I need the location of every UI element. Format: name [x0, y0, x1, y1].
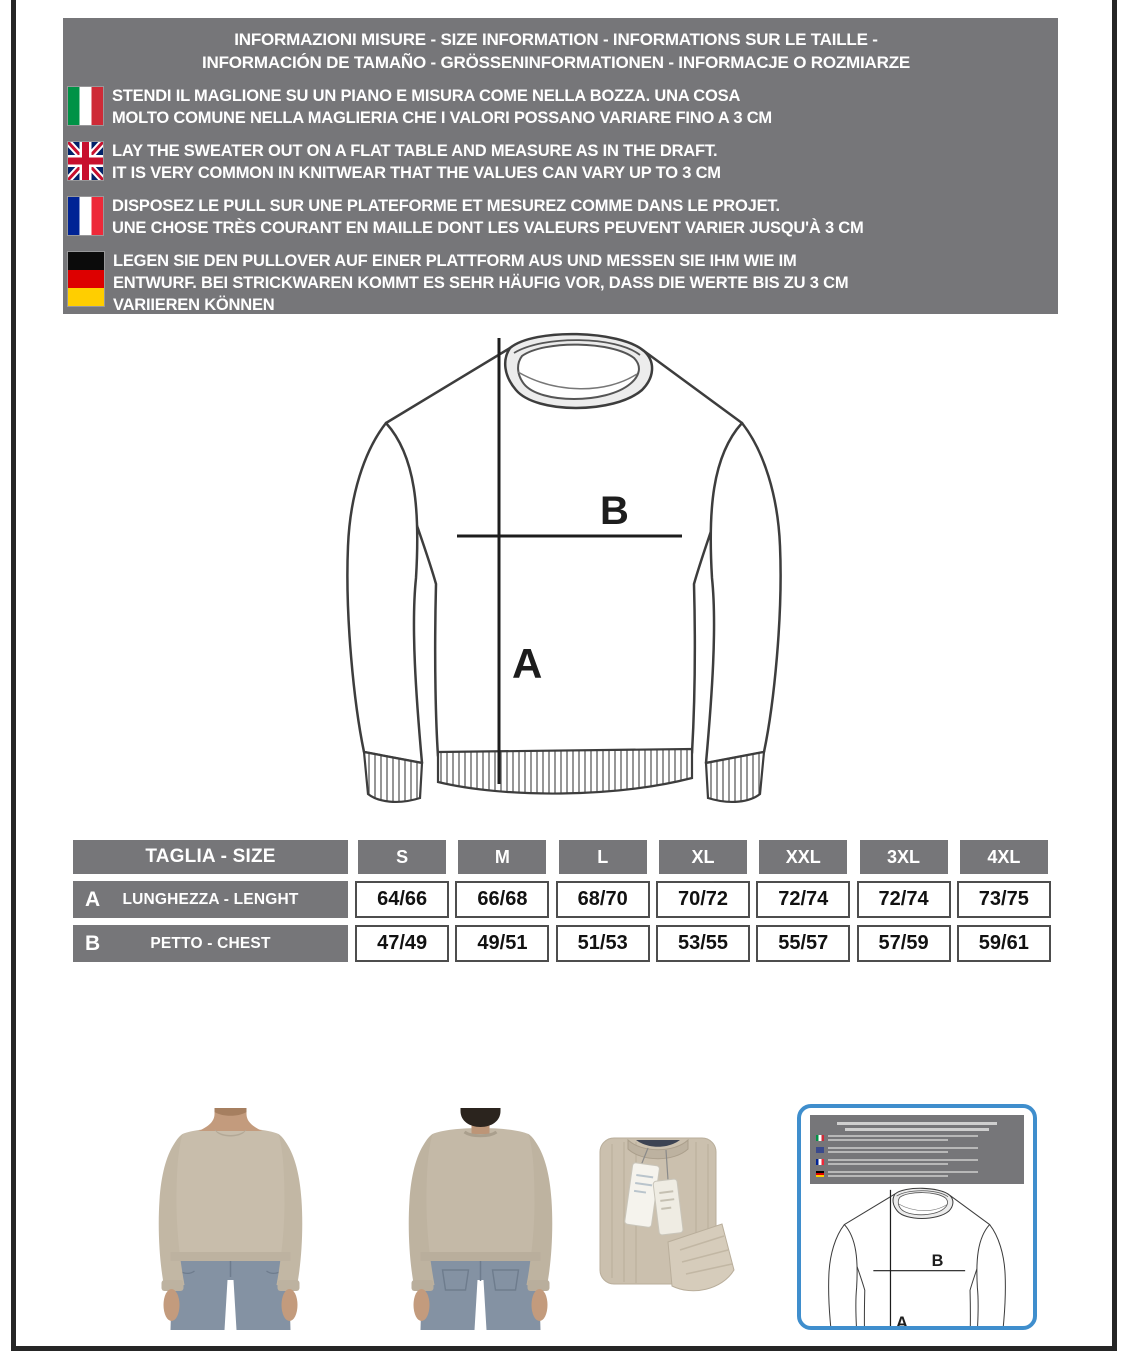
instruction-english [66, 140, 1046, 184]
length-value-xl: 70/72 [656, 881, 750, 918]
german-line-2: ENTWURF. BEI STRICKWAREN KOMMT ES SEHR HÄUFIG VOR, DASS DIE WERTE BIS ZU 3 CM [113, 274, 849, 292]
table-row-length [73, 881, 1054, 918]
chest-label-cell [73, 925, 348, 962]
chest-value-l: 51/53 [556, 925, 650, 962]
french-line-1: DISPOSEZ LE PULL SUR UNE PLATEFORME ET MESUREZ COMME DANS LE PROJET. [112, 197, 780, 215]
size-table-title: TAGLIA - SIZE [145, 846, 276, 867]
size-column-4xl: 4XL [960, 840, 1048, 874]
mini-size-info-header [810, 1115, 1024, 1184]
front-view-photo [128, 1108, 333, 1330]
size-column-s: S [358, 840, 446, 874]
chest-label: PETTO - CHEST [150, 934, 271, 952]
italian-line-1: STENDI IL MAGLIONE SU UN PIANO E MISURA COME NELLA BOZZA. UNA COSA [112, 87, 741, 105]
instruction-french [66, 195, 1046, 239]
mini-italy-flag-icon [816, 1135, 824, 1141]
english-line-1: LAY THE SWEATER OUT ON A FLAT TABLE AND MEASURE AS IN THE DRAFT. [112, 142, 718, 160]
mini-france-flag-icon [816, 1159, 824, 1165]
mini-germany-flag-icon [816, 1171, 824, 1177]
chest-value-s: 47/49 [355, 925, 449, 962]
length-value-s: 64/66 [355, 881, 449, 918]
france-flag-icon [68, 197, 103, 235]
chest-value-xl: 53/55 [656, 925, 750, 962]
length-value-l: 68/70 [556, 881, 650, 918]
german-line-1: LEGEN SIE DEN PULLOVER AUF EINER PLATTFORM AUS UND MESSEN SIE IHM WIE IM [113, 252, 797, 270]
english-line-2: IT IS VERY COMMON IN KNITWEAR THAT THE VALUES CAN VARY UP TO 3 CM [112, 164, 721, 182]
size-table-title-cell [73, 840, 348, 874]
back-view-photo [378, 1108, 583, 1330]
size-column-xxl: XXL [759, 840, 847, 874]
chest-value-4xl: 59/61 [957, 925, 1051, 962]
length-value-xxl: 72/74 [756, 881, 850, 918]
length-label: LUNGHEZZA - LENGHT [122, 890, 299, 908]
size-info-header [63, 18, 1058, 314]
italy-flag-icon [68, 87, 103, 125]
french-line-2: UNE CHOSE TRÈS COURANT EN MAILLE DONT LES VALEURS PEUVENT VARIER JUSQU'À 3 CM [112, 219, 864, 237]
size-column-xl: XL [659, 840, 747, 874]
size-column-m: M [458, 840, 546, 874]
folded-sweater-photo [576, 1122, 746, 1310]
instruction-german [66, 250, 1046, 316]
size-info-title [66, 28, 1046, 74]
row-key-b: B [85, 931, 101, 955]
title-line-1: INFORMAZIONI MISURE - SIZE INFORMATION - INFORMATIONS SUR LE TAILLE - [234, 30, 878, 49]
thumbnail-size-chart-selected[interactable] [797, 1104, 1037, 1330]
german-line-3: VARIIEREN KÖNNEN [113, 296, 275, 314]
thumbnail-folded-sweater[interactable] [576, 1122, 746, 1310]
sweater-measurement-diagram [322, 326, 806, 826]
row-key-a: A [85, 887, 101, 911]
title-line-2: INFORMACIÓN DE TAMAÑO - GRÖSSENINFORMATIONEN - INFORMACJE O ROZMIARZE [201, 53, 911, 72]
mini-uk-flag-icon [816, 1147, 824, 1153]
italian-line-2: MOLTO COMUNE NELLA MAGLIERIA CHE I VALORI POSSANO VARIARE FINO A 3 CM [112, 109, 772, 127]
length-value-3xl: 72/74 [857, 881, 951, 918]
chest-value-xxl: 55/57 [756, 925, 850, 962]
chest-value-3xl: 57/59 [857, 925, 951, 962]
length-value-4xl: 73/75 [957, 881, 1051, 918]
size-table [73, 840, 1054, 969]
thumbnail-front-view[interactable] [128, 1108, 333, 1330]
size-column-l: L [559, 840, 647, 874]
length-value-m: 66/68 [455, 881, 549, 918]
length-label-cell [73, 881, 348, 918]
size-table-header-row [73, 840, 1054, 874]
mini-sweater-diagram [810, 1185, 1024, 1330]
chest-value-m: 49/51 [455, 925, 549, 962]
table-row-chest [73, 925, 1054, 962]
size-column-3xl: 3XL [860, 840, 948, 874]
thumbnail-back-view[interactable] [378, 1108, 583, 1330]
instruction-italian [66, 85, 1046, 129]
germany-flag-icon [68, 252, 104, 306]
uk-flag-icon [68, 142, 103, 180]
